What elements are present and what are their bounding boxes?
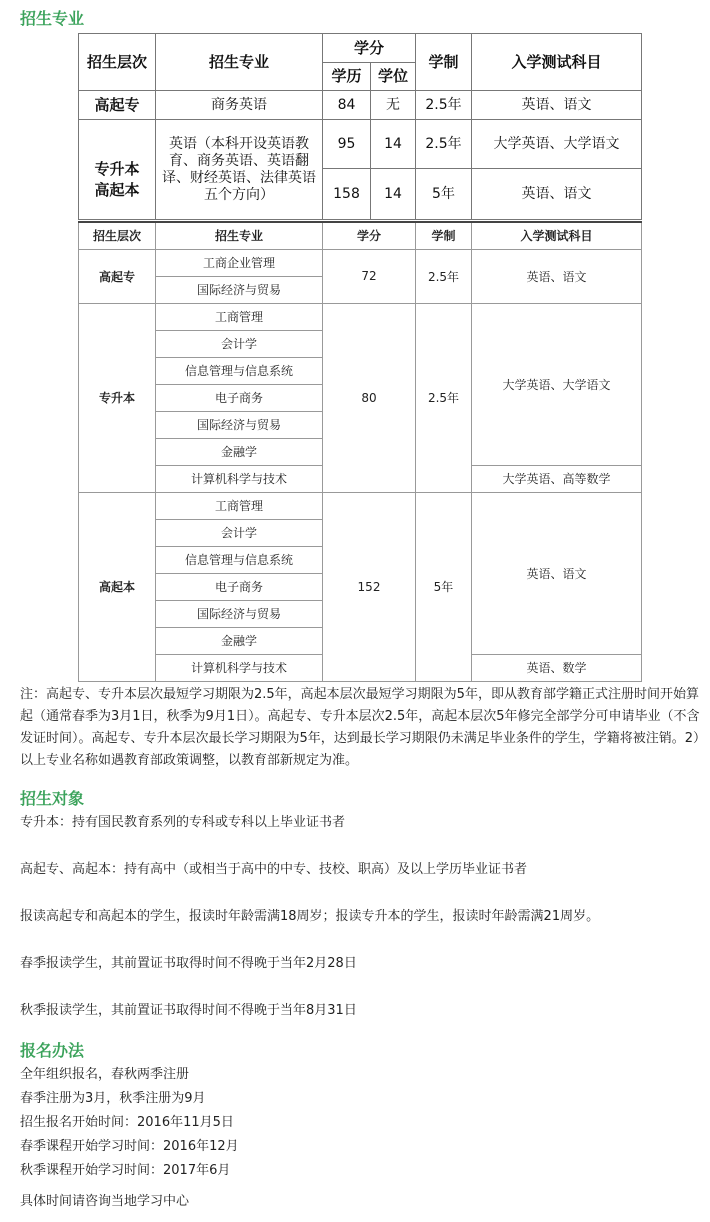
- cell-level-gaoqiben: 高起本: [79, 181, 155, 199]
- cell-exam: 英语、语文: [472, 169, 642, 220]
- cell-level: 专升本: [79, 303, 156, 492]
- cell-duration: 2.5年: [416, 303, 472, 492]
- cell-major: 计算机科学与技术: [156, 654, 323, 681]
- section-title-registration: 报名办法: [20, 1041, 85, 1060]
- registration-item: 春季注册为3月，秋季注册为9月: [20, 1091, 206, 1106]
- header-level: 招生层次: [79, 34, 156, 91]
- table-row: [79, 120, 642, 169]
- cell-exam: 英语、数学: [472, 654, 642, 681]
- registration-item: 秋季课程开始学习时间：2017年6月: [20, 1163, 231, 1178]
- cell-major: 国际经济与贸易: [156, 600, 323, 627]
- cell-major: 会计学: [156, 330, 323, 357]
- header-credits: 学分: [323, 34, 416, 63]
- cell-level: 高起本: [79, 492, 156, 681]
- cell-level: 专升本: [79, 120, 156, 220]
- cell-credits: 72: [323, 249, 416, 303]
- table-row: [79, 303, 642, 330]
- section-title-enrollment-targets: 招生对象: [20, 789, 85, 808]
- cell-major: 工商企业管理: [156, 249, 323, 276]
- target-item: 秋季报读学生，其前置证书取得时间不得晚于当年8月31日: [20, 1003, 357, 1018]
- cell-major: 电子商务: [156, 573, 323, 600]
- cell-duration: 2.5年: [416, 120, 472, 169]
- cell-exam: 英语、语文: [472, 91, 642, 120]
- cell-major: 金融学: [156, 627, 323, 654]
- cell-exam: 英语、语文: [472, 492, 642, 654]
- cell-degree-credits: 无: [371, 91, 416, 120]
- cell-major: 金融学: [156, 438, 323, 465]
- target-item: 春季报读学生，其前置证书取得时间不得晚于当年2月28日: [20, 956, 357, 971]
- table-row: [79, 91, 642, 120]
- registration-item: 具体时间请咨询当地学习中心: [20, 1194, 190, 1209]
- header-duration: 学制: [416, 34, 472, 91]
- section-title-enrollment-majors: 招生专业: [20, 9, 85, 28]
- header-level: 招生层次: [79, 222, 156, 249]
- header-duration: 学制: [416, 222, 472, 249]
- registration-item: 招生报名开始时间：2016年11月5日: [20, 1115, 234, 1130]
- cell-major: 国际经济与贸易: [156, 411, 323, 438]
- cell-degree-credits: 14: [371, 120, 416, 169]
- header-credits: 学分: [323, 222, 416, 249]
- table-note: 注：高起专、专升本层次最短学习期限为2.5年，高起本层次最短学习期限为5年，即从教育部学籍正式注册时间开始算起（通常春季为3月1日，秋季为9月1日）。高起专、专升本层次2.5年，高起本层次5年修完全部学分可申请毕业（不含发证时间）。高起专、专升本层次最长学习期限为5年，达到最长学习期限仍未满足毕业条件的学生，学籍将被注销。2）以上专业名称如遇教育部政策调整，以教育部新规定为准。: [20, 687, 700, 768]
- target-item: 专升本：持有国民教育系列的专科或专科以上毕业证书者: [20, 815, 346, 830]
- header-exam-subjects: 入学测试科目: [472, 222, 642, 249]
- cell-duration: 2.5年: [416, 249, 472, 303]
- cell-diploma-credits: 95: [323, 120, 371, 169]
- header-exam-subjects: 入学测试科目: [472, 34, 642, 91]
- cell-credits: 80: [323, 303, 416, 492]
- cell-major: 商务英语: [156, 91, 323, 120]
- cell-exam: 大学英语、大学语文: [472, 303, 642, 465]
- cell-major: 工商管理: [156, 492, 323, 519]
- registration-item: 春季课程开始学习时间：2016年12月: [20, 1139, 239, 1154]
- cell-major: 工商管理: [156, 303, 323, 330]
- cell-major: 会计学: [156, 519, 323, 546]
- cell-exam: 大学英语、高等数学: [472, 465, 642, 492]
- header-credits-diploma: 学历: [323, 63, 371, 91]
- cell-exam: 大学英语、大学语文: [472, 120, 642, 169]
- cell-major: 电子商务: [156, 384, 323, 411]
- cell-level: 高起专: [79, 91, 156, 120]
- cell-degree-credits: 14: [371, 169, 416, 220]
- cell-major: 英语（本科开设英语教育、商务英语、英语翻译、财经英语、法律英语五个方向）: [156, 120, 323, 220]
- header-major: 招生专业: [156, 34, 323, 91]
- cell-diploma-credits: 158: [323, 169, 371, 220]
- table-row: [79, 492, 642, 519]
- target-item: 高起专、高起本：持有高中（或相当于高中的中专、技校、职高）及以上学历毕业证书者: [20, 862, 528, 877]
- header-credits-degree: 学位: [371, 63, 416, 91]
- cell-major: 信息管理与信息系统: [156, 546, 323, 573]
- cell-exam: 英语、语文: [472, 249, 642, 303]
- target-item: 报读高起专和高起本的学生，报读时年龄需满18周岁；报读专升本的学生，报读时年龄需满21周岁。: [20, 909, 600, 924]
- cell-credits: 152: [323, 492, 416, 681]
- majors-table-secondary: [78, 221, 642, 682]
- registration-item: 全年组织报名，春秋两季注册: [20, 1067, 190, 1082]
- majors-table-primary: [78, 33, 642, 220]
- cell-major: 信息管理与信息系统: [156, 357, 323, 384]
- cell-major: 国际经济与贸易: [156, 276, 323, 303]
- table-row: [79, 249, 642, 276]
- cell-duration: 5年: [416, 492, 472, 681]
- cell-duration: 2.5年: [416, 91, 472, 120]
- cell-level: 高起专: [79, 249, 156, 303]
- cell-major: 计算机科学与技术: [156, 465, 323, 492]
- header-major: 招生专业: [156, 222, 323, 249]
- cell-duration: 5年: [416, 169, 472, 220]
- cell-diploma-credits: 84: [323, 91, 371, 120]
